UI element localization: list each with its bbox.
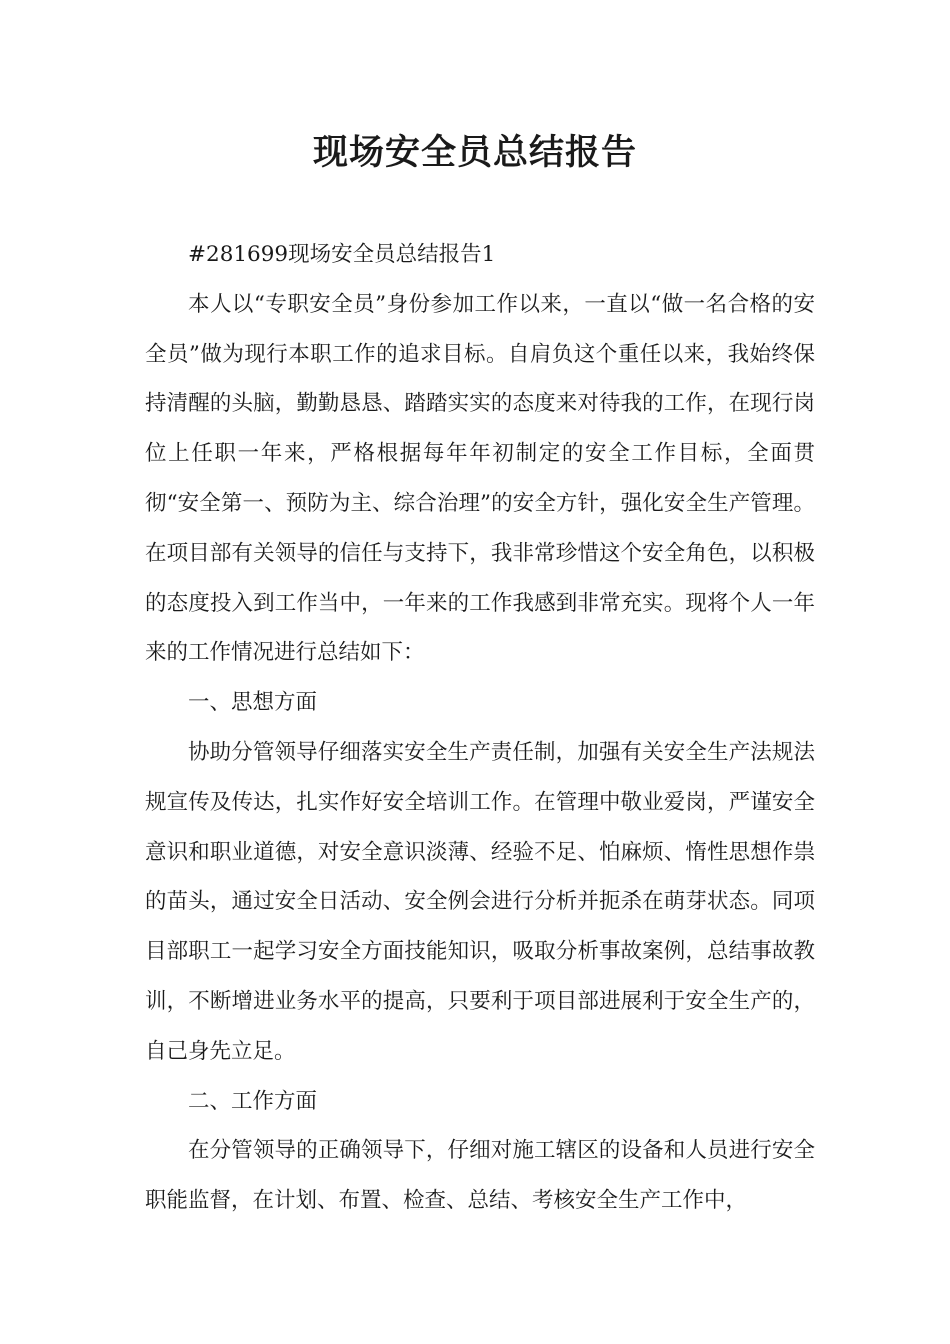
document-title: 现场安全员总结报告 [312, 133, 637, 173]
document-body [145, 230, 815, 1226]
paragraph-thought: 协助分管领导仔细落实安全生产责任制，加强有关安全生产法规法规宣传及传达，扎实作好安全培训工作。在管理中敬业爱岗，严谨安全意识和职业道德，对安全意识淡薄、经验不足、怕麻烦、惰性思想作祟的苗头，通过安全日活动、安全例会进行分析并扼杀在萌芽状态。同项目部职工一起学习安全方面技能知识，吸取分析事故案例，总结事故教训，不断增进业务水平的提高，只要利于项目部进展利于安全生产的，自己身先立足。 [145, 739, 815, 1064]
paragraph-intro: 本人以“专职安全员”身份参加工作以来，一直以“做一名合格的安全员”做为现行本职工作的追求目标。自肩负这个重任以来，我始终保持清醒的头脑，勤勤恳恳、踏踏实实的态度来对待我的工作，在现行岗位上任职一年来，严格根据每年年初制定的安全工作目标，全面贯彻“安全第一、预防为主、综合治理”的安全方针，强化安全生产管理。在项目部有关领导的信任与支持下，我非常珍惜这个安全角色，以积极的态度投入到工作当中，一年来的工作我感到非常充实。现将个人一年来的工作情况进行总结如下： [145, 291, 815, 666]
section-heading-thought: 一、思想方面 [188, 690, 318, 716]
section-heading-work: 二、工作方面 [188, 1088, 318, 1114]
paragraph-work: 在分管领导的正确领导下，仔细对施工辖区的设备和人员进行安全职能监督，在计划、布置、检查、总结、考核安全生产工作中， [145, 1138, 815, 1214]
document-subtitle: #281699现场安全员总结报告1 [188, 242, 496, 267]
